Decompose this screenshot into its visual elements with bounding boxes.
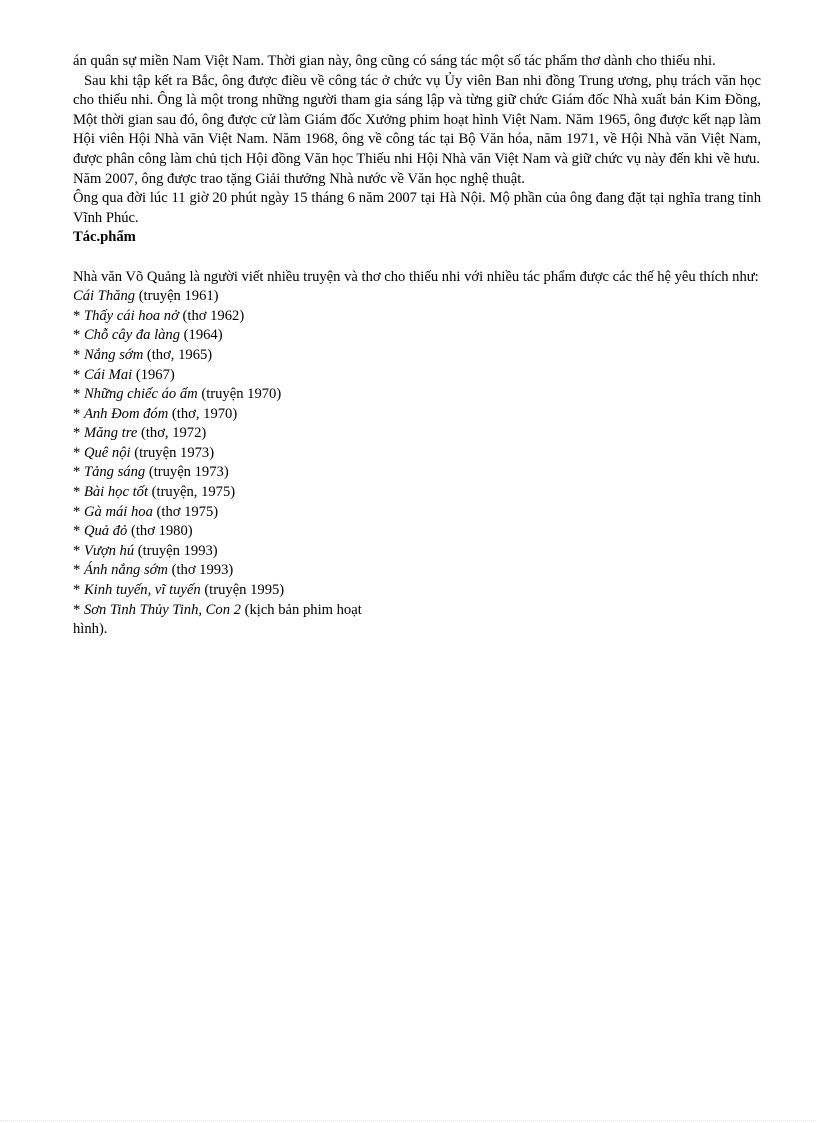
item-bullet: * [73,405,84,422]
item-title: Măng tre [83,425,138,442]
works-list [73,287,761,640]
works-intro: Nhà văn Võ Quảng là người viết nhiều truyện và thơ cho thiếu nhi với nhiều tác phẩm được các thế hệ yêu thích như: [73,268,759,285]
list-item [73,483,761,503]
item-note: (kịch bản phim hoạt hình). [73,601,362,638]
item-bullet: * [73,346,84,363]
item-note: (thơ 1980) [127,523,193,540]
item-bullet: * [73,464,84,481]
list-item [73,601,393,640]
list-item [73,581,761,601]
item-title: Anh Đom đóm [83,405,169,422]
item-bullet: * [73,601,84,618]
item-title: Cái Thăng [73,288,136,305]
item-bullet: * [73,542,84,559]
item-note: (thơ, 1972) [137,425,207,442]
list-item [73,287,761,307]
list-item [73,366,761,386]
paragraph-career: Sau khi tập kết ra Bắc, ông được điều về công tác ở chức vụ Ủy viên Ban nhi đồng Trung ương, phụ trách văn học cho thiếu nhi. Ông là một trong những người tham gia sáng lập và từng giữ chức Giám đốc Nhà xuất bản Kim Đồng, Một thời gian sau đó, ông được cử làm Giám đốc Xưởng phim hoạt hình Việt Nam. Năm 1965, ông được kết nạp làm Hội viên Hội Nhà văn Việt Nam. Năm 1968, ông về công tác tại Bộ Văn hóa, năm 1971, về Hội Nhà văn Việt Nam, được phân công làm chủ tịch Hội đồng Văn học Thiếu nhi Hội Nhà văn Việt Nam và giữ chức vụ này đến khi về hưu. [73,72,761,167]
paragraph-military: án quân sự miền Nam Việt Nam. Thời gian này, ông cũng có sáng tác một số tác phẩm thơ dành cho thiếu nhi. [73,53,716,69]
paragraph-award: Năm 2007, ông được trao tặng Giải thưởng Nhà nước về Văn học nghệ thuật. [73,170,525,187]
item-title: Quê nội [83,444,131,461]
item-bullet: * [73,425,84,442]
item-title: Kinh tuyến, vĩ tuyến [83,582,201,599]
item-title: Nắng sớm [83,346,144,363]
item-note: (thơ, 1965) [143,346,213,363]
item-bullet: * [73,444,84,461]
item-title: Sơn Tinh Thủy Tinh, Con 2 [83,601,241,618]
item-note: (thơ 1975) [152,503,219,520]
item-bullet: * [73,327,84,344]
document-page [73,52,761,640]
list-item [73,561,761,581]
item-bullet: * [73,503,84,520]
item-bullet: * [73,562,84,579]
item-bullet: * [73,386,84,403]
page-bottom-divider [0,1120,816,1121]
list-item [73,405,761,425]
item-note: (1964) [180,327,223,344]
item-note: (1967) [132,366,175,383]
item-title: Ánh nắng sớm [83,562,168,579]
item-title: Cái Mai [83,366,133,383]
paragraph-death: Ông qua đời lúc 11 giờ 20 phút ngày 15 tháng 6 năm 2007 tại Hà Nội. Mộ phần của ông đang đặt tại nghĩa trang tỉnh Vĩnh Phúc. [73,190,761,226]
item-note: (thơ, 1970) [168,405,238,422]
item-note: (truyện 1995) [200,582,285,599]
list-item [73,522,761,542]
list-item [73,463,761,483]
item-note: (truyện 1993) [134,542,218,559]
item-title: Tảng sáng [83,464,146,481]
item-title: Những chiếc áo ấm [83,386,198,403]
item-note: (truyện 1973) [130,444,215,461]
item-title: Gà mái hoa [83,503,153,520]
list-item [73,385,761,405]
item-title: Bài học tốt [83,484,148,501]
list-item [73,346,761,366]
item-bullet: * [73,523,84,540]
item-note: (truyện 1973) [145,464,229,481]
item-note: (truyện 1961) [135,288,219,305]
list-item [73,542,761,562]
item-bullet: * [73,307,84,324]
list-item [73,326,761,346]
item-bullet: * [73,484,84,501]
item-title: Vượn hú [83,542,135,559]
list-item [73,424,761,444]
item-note: (thơ 1993) [167,562,234,579]
item-title: Thấy cái hoa nở [83,307,179,324]
item-title: Quả đỏ [83,523,128,540]
item-note: (truyện, 1975) [148,484,236,501]
list-item [73,307,761,327]
list-item [73,503,761,523]
item-note: (thơ 1962) [178,307,245,324]
item-bullet: * [73,366,84,383]
item-note: (truyện 1970) [197,386,282,403]
item-bullet: * [73,582,84,599]
item-title: Chỗ cây đa làng [83,327,181,344]
list-item [73,444,761,464]
works-heading: Tác.phẩm [73,229,136,246]
